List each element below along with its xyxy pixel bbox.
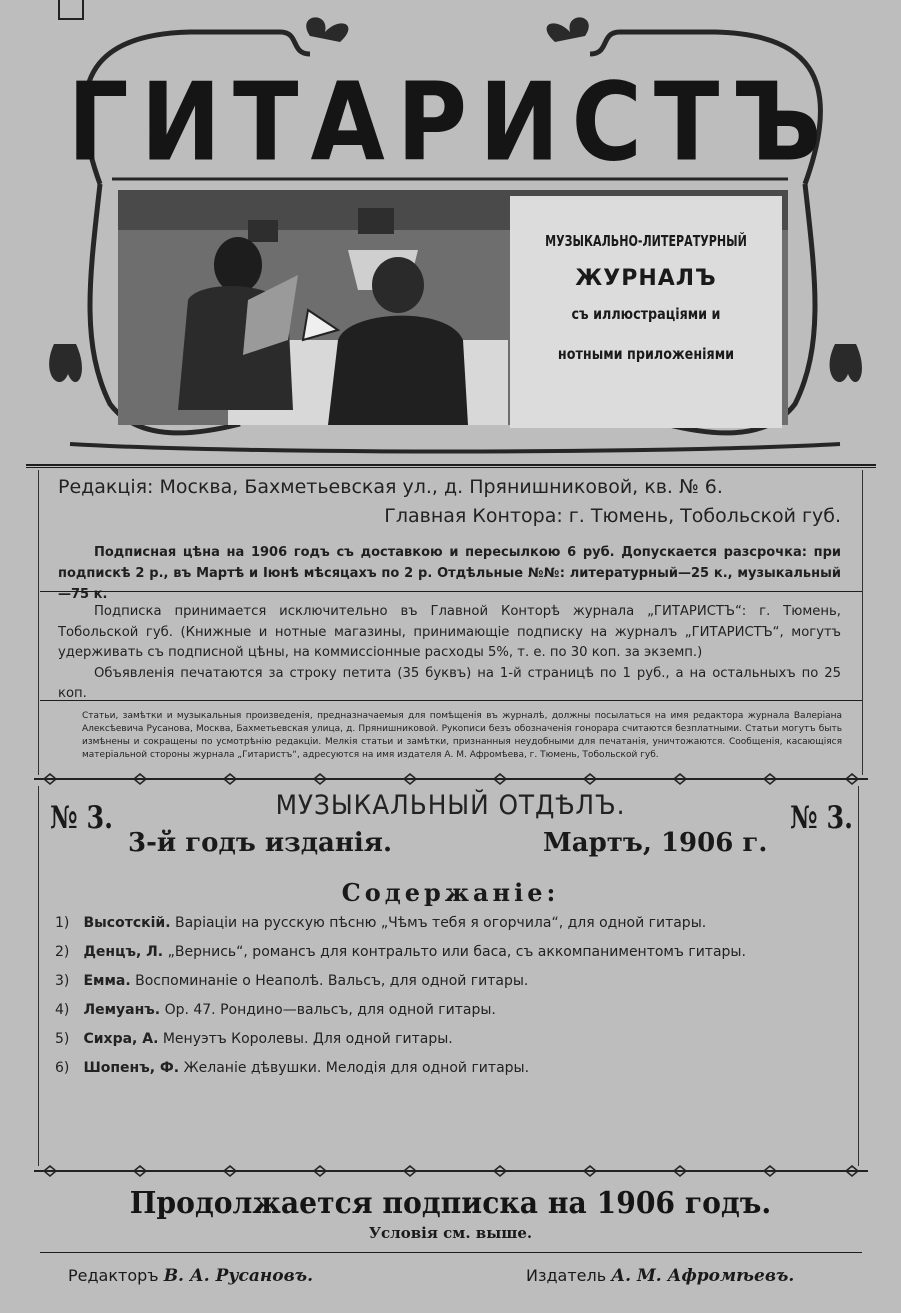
item-title: Желаніе дѣвушки. Мелодія для одной гитары. bbox=[183, 1060, 530, 1076]
publisher-name: А. М. Афромѣевъ. bbox=[611, 1266, 795, 1286]
advertising-paragraph: Объявленія печатаются за строку петита (35 буквъ) на 1-й страницѣ по 1 руб., а на остальныхъ по 25 коп. bbox=[58, 665, 841, 701]
list-item bbox=[55, 915, 746, 944]
subscription-price bbox=[58, 542, 841, 605]
subscription-terms bbox=[58, 602, 841, 705]
item-author: Сихра, А. bbox=[83, 1031, 159, 1047]
subscription-paragraph: Подписка принимается исключительно въ Главной Конторѣ журнала „ГИТАРИСТЪ“: г. Тюмень, Тобольской губ. (Книжные и нотные магазины, принимающіе подписку на журналъ „ГИТАРИСТЪ“, могутъ удерживать съ подписной цѣны, на коммиссіонные расходы 5%, т. е. по 30 коп. за экземп.) bbox=[58, 604, 841, 660]
issue-number-left: № 3. bbox=[50, 800, 114, 836]
editorial-note: Статьи, замѣтки и музыкальныя произведенія, предназначаемыя для помѣщенія въ журналѣ, должны посылаться на имя редактора журнала Валеріана Алексѣевича Русанова, Москва, Бахметьевская улица, д. Прянишниковой. Рукописи безъ обозначенія гонорара считаются безплатными. Статьи могутъ быть измѣнены и сокращены по усмотрѣнію редакціи. Мелкія статьи и замѣтки, признанныя неудобными для печатанія, уничтожаются. Сообщенія, касающіяся матеріальной стороны журнала „Гитаристъ“, адресуются на имя издателя А. М. Афромѣева, г. Тюмень, Тобольской губ. bbox=[82, 711, 842, 760]
divider-rule bbox=[40, 591, 862, 592]
banner-line-1: МУЗЫКАЛЬНО-ЛИТЕРАТУРНЫЙ bbox=[545, 232, 747, 250]
divider-rule bbox=[26, 467, 876, 468]
list-item bbox=[55, 1002, 746, 1031]
item-title: Варіаціи на русскую пѣсню „Чѣмъ тебя я огорчила“, для одной гитары. bbox=[175, 915, 707, 931]
item-title: Воспоминаніе о Неаполѣ. Вальсъ, для одной гитары. bbox=[135, 973, 529, 989]
right-border-line bbox=[862, 470, 863, 775]
right-border-line bbox=[858, 786, 859, 1166]
banner-line-3: съ иллюстраціями и bbox=[571, 305, 721, 323]
publisher-credit bbox=[526, 1266, 794, 1286]
issue-number-right: № 3. bbox=[790, 800, 854, 836]
list-item bbox=[55, 1060, 746, 1089]
item-title: Ор. 47. Рондино—вальсъ, для одной гитары. bbox=[164, 1002, 496, 1018]
item-number: 5) bbox=[55, 1031, 70, 1047]
banner-line-2: ЖУРНАЛЪ bbox=[575, 266, 717, 291]
item-author: Денцъ, Л. bbox=[83, 944, 164, 960]
ornamental-divider bbox=[34, 1164, 868, 1178]
item-number: 3) bbox=[55, 973, 70, 989]
left-border-line bbox=[38, 470, 39, 775]
publisher-label: Издатель bbox=[526, 1266, 607, 1285]
item-number: 6) bbox=[55, 1060, 70, 1076]
conditions-note: Условія см. выше. bbox=[368, 1224, 533, 1242]
editorial-address: Редакція: Москва, Бахметьевская ул., д. Прянишниковой, кв. № 6. bbox=[58, 476, 723, 498]
price-text: Подписная цѣна на 1906 годъ съ доставкою и пересылкою 6 руб. Допускается разсрочка: при подпискѣ 2 р., въ Мартѣ и Іюнѣ мѣсяцахъ по 2 р. Отдѣльные №№: литературный—25 к., музыкальный—75 к. bbox=[58, 545, 841, 602]
left-border-line bbox=[38, 786, 39, 1166]
magazine-banner bbox=[510, 196, 782, 428]
editor-credit bbox=[68, 1266, 313, 1286]
list-item bbox=[55, 944, 746, 973]
list-item bbox=[55, 973, 746, 1002]
editor-name: В. А. Русановъ. bbox=[163, 1266, 314, 1286]
item-number: 1) bbox=[55, 915, 70, 931]
ornamental-divider bbox=[34, 772, 868, 786]
item-number: 4) bbox=[55, 1002, 70, 1018]
publication-year: 3-й годъ изданія. bbox=[128, 828, 393, 858]
item-title: Менуэтъ Королевы. Для одной гитары. bbox=[162, 1031, 453, 1047]
divider-rule bbox=[40, 1252, 862, 1253]
item-number: 2) bbox=[55, 944, 70, 960]
contents-list bbox=[55, 915, 746, 1089]
banner-line-4: нотными приложеніями bbox=[557, 345, 735, 363]
divider-rule bbox=[40, 700, 862, 701]
item-author: Лемуанъ. bbox=[83, 1002, 161, 1018]
item-author: Шопенъ, Ф. bbox=[83, 1060, 180, 1076]
item-title: „Вернись“, романсъ для контральто или баса, съ аккомпаниментомъ гитары. bbox=[167, 944, 746, 960]
item-author: Емма. bbox=[83, 973, 131, 989]
main-office-address: Главная Контора: г. Тюмень, Тобольской губ. bbox=[384, 505, 841, 527]
subscription-continues-heading: Продолжается подписка на 1906 годъ. bbox=[129, 1186, 772, 1221]
contents-heading: Содержаніе: bbox=[341, 878, 560, 907]
issue-date: Мартъ, 1906 г. bbox=[543, 828, 768, 858]
magazine-title: ГИТАРИСТЪ bbox=[67, 60, 834, 186]
department-title: МУЗЫКАЛЬНЫЙ ОТДѢЛЪ. bbox=[275, 790, 626, 821]
list-item bbox=[55, 1031, 746, 1060]
divider-rule bbox=[26, 464, 876, 466]
editor-label: Редакторъ bbox=[68, 1266, 159, 1285]
item-author: Высотскій. bbox=[83, 915, 171, 931]
